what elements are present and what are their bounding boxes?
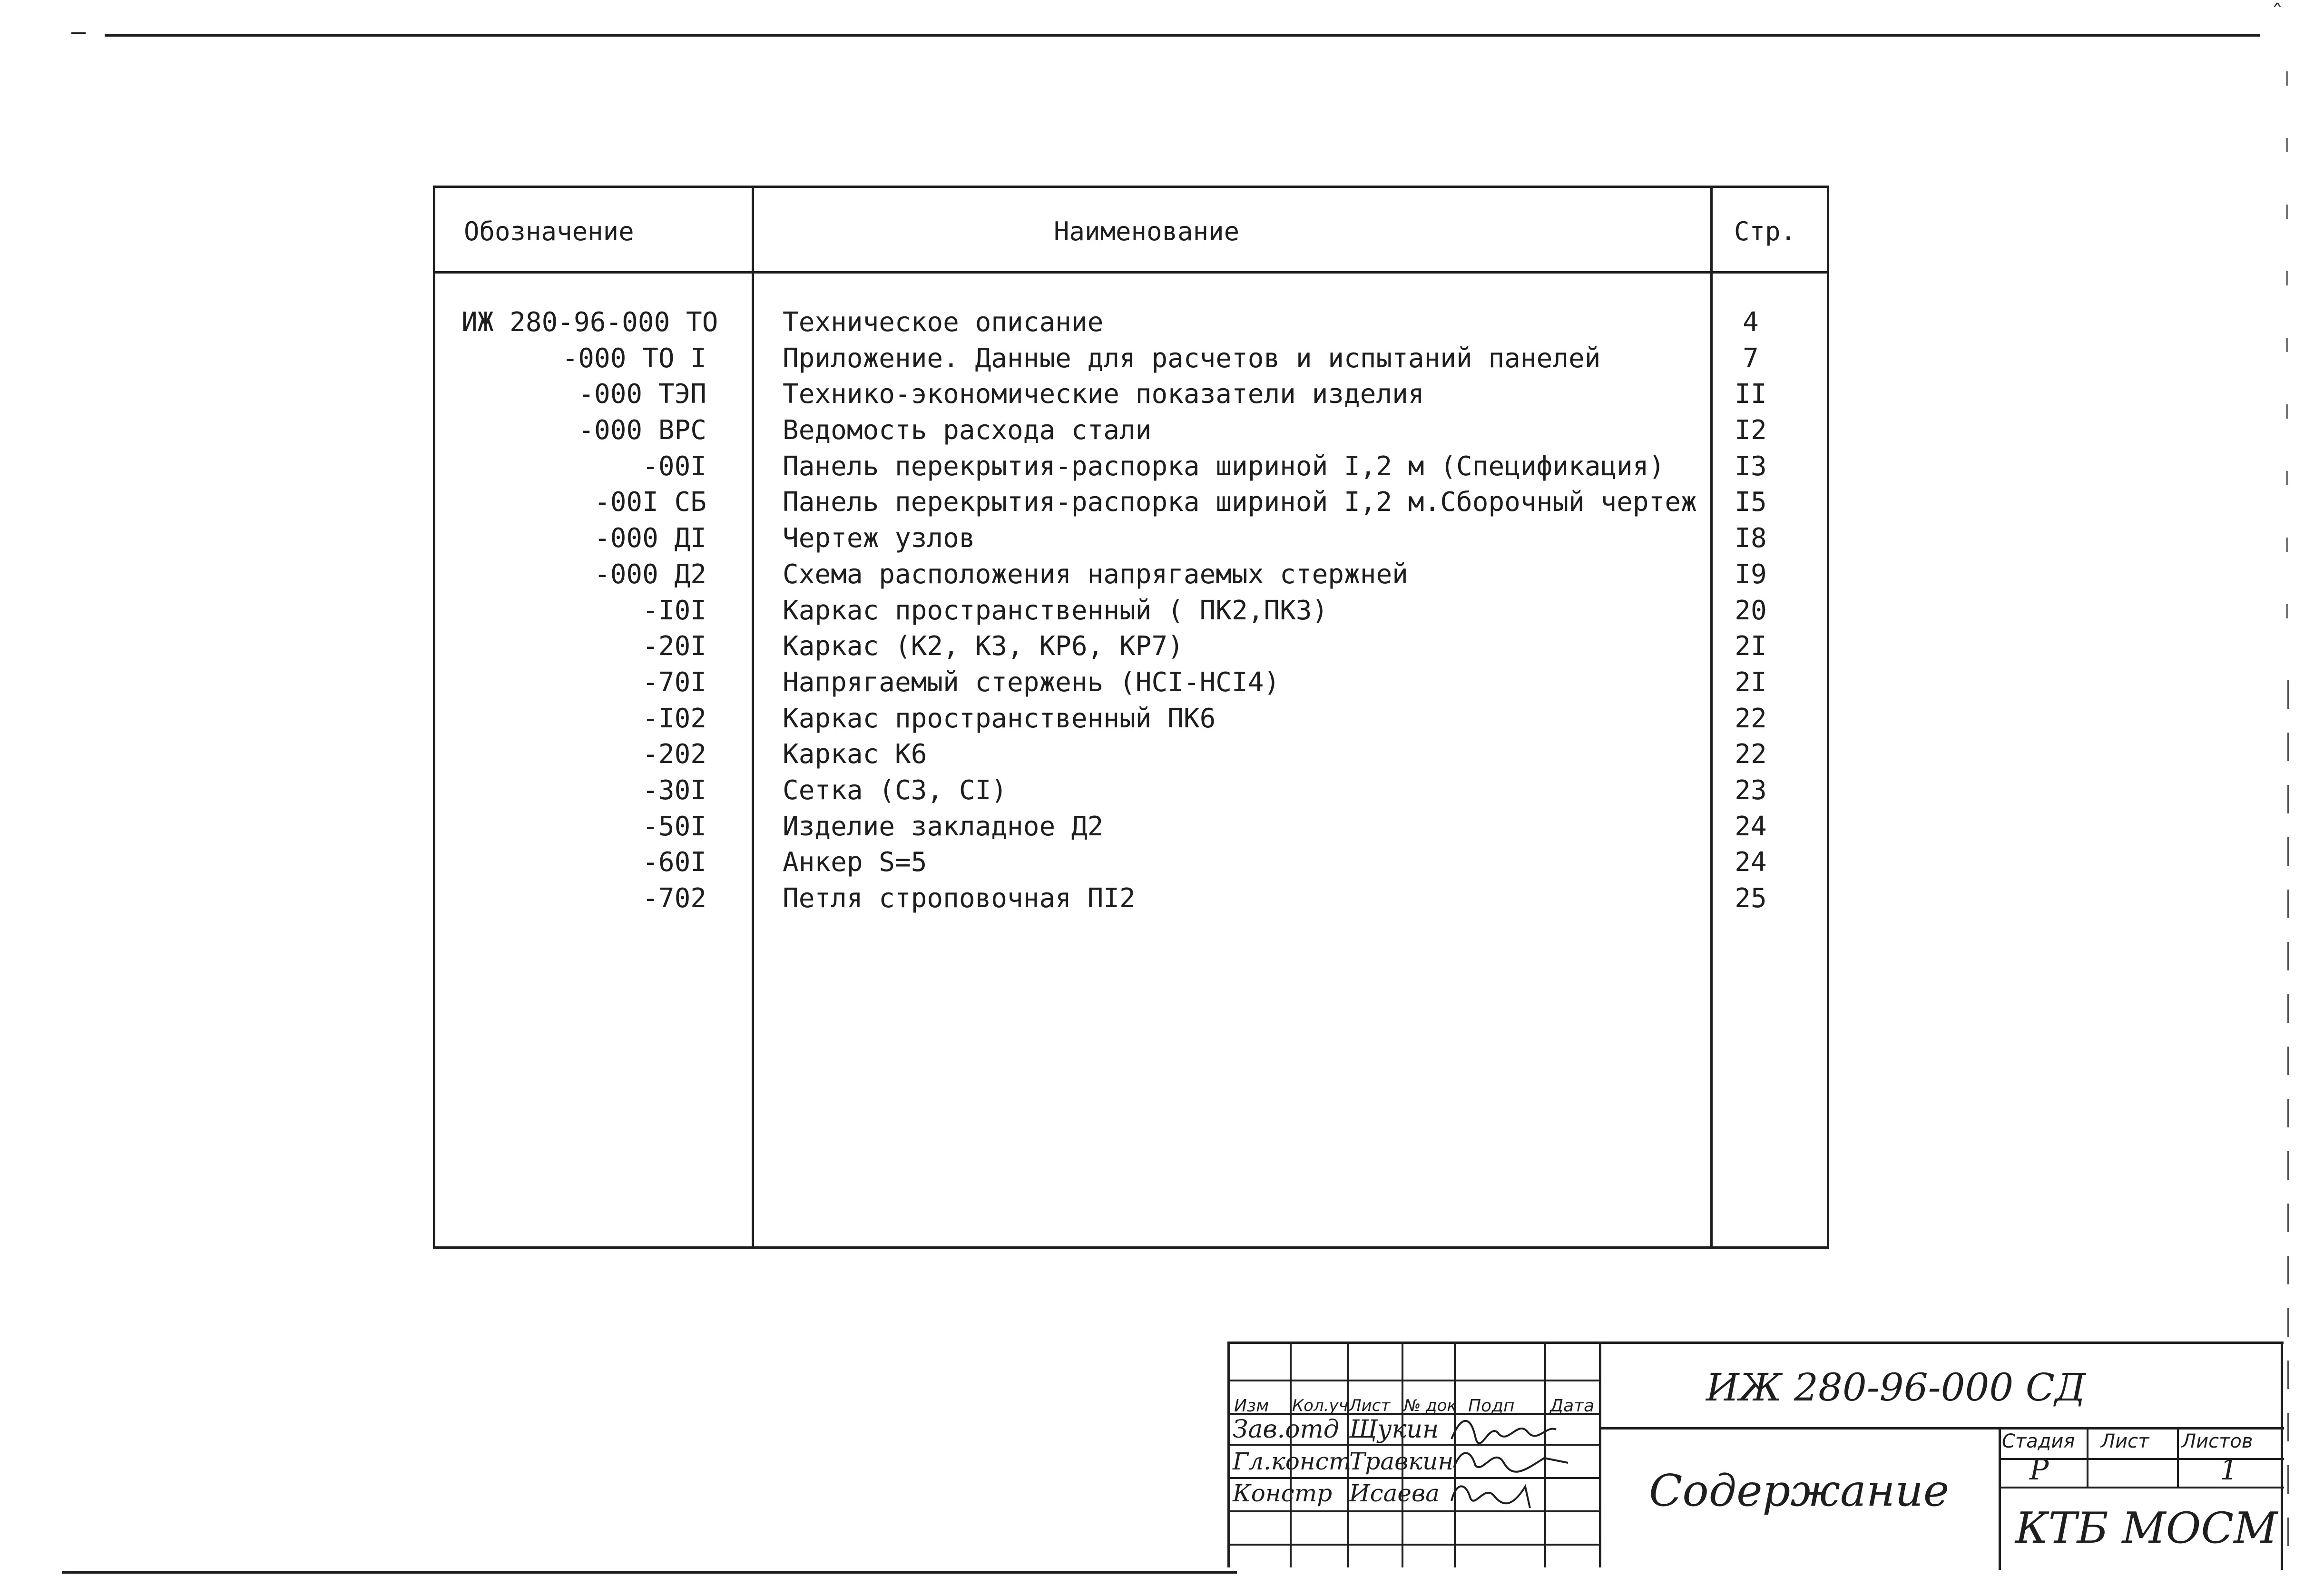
stamp-person-name: Травкин — [1349, 1448, 1454, 1475]
row-name: Напрягаемый стержень (НСI-НСI4) — [783, 666, 1280, 698]
stamp-organization: КТБ МОСМ — [2015, 1503, 2278, 1553]
row-page: 2I — [1735, 631, 1767, 662]
stamp-doc-code: ИЖ 280-96-000 СД — [1706, 1365, 2086, 1410]
row-code: -702 — [642, 883, 706, 914]
signature-isaeva — [1447, 1472, 1551, 1513]
row-page: II — [1735, 379, 1767, 410]
row-code: -60I — [642, 847, 706, 878]
stamp-label-podp: Подп — [1468, 1396, 1515, 1416]
row-page: 22 — [1735, 703, 1767, 734]
table-row — [435, 593, 1827, 629]
row-name: Сетка (С3, СI) — [783, 774, 1008, 806]
row-code: -00I СБ — [594, 487, 706, 518]
row-page: 20 — [1735, 595, 1767, 626]
table-row — [435, 520, 1827, 557]
table-row — [435, 304, 1827, 341]
row-name: Петля строповочная ПI2 — [783, 883, 1136, 914]
header-name: Наименование — [1054, 216, 1240, 246]
stamp-role: Зав.отд — [1233, 1415, 1339, 1444]
table-row — [435, 449, 1827, 485]
row-page: I5 — [1735, 487, 1767, 518]
row-code: -202 — [642, 739, 706, 770]
table-row — [435, 701, 1827, 737]
header-designation: Обозначение — [464, 216, 634, 246]
row-name: Приложение. Данные для расчетов и испытаний панелей — [783, 343, 1601, 374]
row-name: Каркас К6 — [783, 739, 927, 770]
table-row — [435, 773, 1827, 809]
table-row — [435, 484, 1827, 520]
stamp-role: Гл.конст — [1233, 1448, 1352, 1475]
stamp-label-data: Дата — [1550, 1396, 1595, 1416]
stamp-label-izm: Изм — [1234, 1396, 1269, 1416]
row-page: 24 — [1735, 847, 1767, 878]
table-row — [435, 844, 1827, 881]
table-row — [435, 665, 1827, 701]
row-code: -50I — [642, 811, 706, 842]
row-page: 25 — [1735, 883, 1767, 914]
row-name: Анкер S=5 — [783, 847, 927, 878]
stamp-role: Констр — [1233, 1479, 1333, 1507]
row-name: Чертеж узлов — [783, 523, 975, 554]
stamp-label-sheets: Листов — [2182, 1430, 2253, 1452]
row-code: -000 ТО I — [562, 343, 706, 374]
stamp-grid-line — [1230, 1380, 1599, 1381]
row-code: ИЖ 280-96-000 ТО — [461, 307, 718, 338]
stamp-stage-divider — [1999, 1427, 2001, 1570]
stamp-label-list: Лист — [1349, 1396, 1391, 1415]
row-code: -I0I — [642, 595, 706, 626]
row-code: -00I — [642, 450, 706, 482]
row-code: -70I — [642, 666, 706, 698]
top-left-tick — [71, 32, 86, 34]
stamp-grid-line — [1230, 1544, 1599, 1546]
corner-mark: ˆ — [2272, 0, 2283, 27]
contents-table — [433, 186, 1829, 1249]
stamp-person-name: Щукин — [1349, 1415, 1439, 1444]
table-row — [435, 376, 1827, 412]
row-page: I8 — [1735, 523, 1767, 554]
stamp-stage-value: Р — [2029, 1453, 2049, 1487]
row-name: Технико-экономические показатели изделия — [783, 379, 1424, 410]
row-page: 24 — [1735, 811, 1767, 842]
row-code: -000 Д2 — [594, 558, 706, 590]
top-border-line — [105, 34, 2260, 37]
row-code: -30I — [642, 774, 706, 806]
row-name: Ведомость расхода стали — [783, 415, 1152, 446]
table-row — [435, 628, 1827, 665]
row-name: Панель перекрытия-распорка шириной I,2 м (Спецификация) — [783, 450, 1665, 482]
header-page: Стр. — [1734, 216, 1796, 246]
row-name: Изделие закладное Д2 — [783, 811, 1104, 842]
table-row — [435, 736, 1827, 773]
right-edge-dashes — [2287, 680, 2289, 1565]
row-code: -20I — [642, 631, 706, 662]
stamp-stage-col-line — [2087, 1427, 2088, 1487]
row-code: -000 ДI — [594, 523, 706, 554]
row-name: Каркас пространственный ПК6 — [783, 703, 1216, 734]
row-name: Каркас (К2, К3, КР6, КР7) — [783, 631, 1184, 662]
row-page: 22 — [1735, 739, 1767, 770]
stamp-main-divider — [1599, 1344, 1601, 1567]
row-code: -000 ТЭП — [578, 379, 706, 410]
stamp-label-sheet: Лист — [2101, 1430, 2149, 1452]
row-name: Техническое описание — [783, 307, 1104, 338]
stamp-label-ndok: № док — [1404, 1396, 1457, 1415]
stamp-label-stage: Стадия — [2002, 1430, 2075, 1452]
stamp-sheets-value: 1 — [2220, 1453, 2238, 1487]
row-name: Каркас пространственный ( ПК2,ПК3) — [783, 595, 1328, 626]
header-divider — [435, 271, 1827, 274]
row-code: -000 ВРС — [578, 415, 706, 446]
row-page: 2I — [1735, 666, 1767, 698]
stamp-right-edge — [2281, 1344, 2283, 1570]
stamp-stage-col-line — [2177, 1427, 2179, 1487]
table-row — [435, 881, 1827, 917]
row-page: I9 — [1735, 558, 1767, 590]
stamp-title: Содержание — [1649, 1465, 1950, 1516]
table-row — [435, 557, 1827, 593]
stamp-stage-row-line — [1999, 1487, 2284, 1488]
table-row — [435, 809, 1827, 845]
row-name: Схема расположения напрягаемых стержней — [783, 558, 1408, 590]
row-page: 7 — [1743, 343, 1759, 374]
row-name: Панель перекрытия-распорка шириной I,2 м.Сборочный чертеж — [783, 487, 1697, 518]
row-page: I3 — [1735, 450, 1767, 482]
bottom-border-line — [62, 1571, 1237, 1574]
row-code: -I02 — [642, 703, 706, 734]
title-block — [1227, 1341, 2284, 1567]
row-page: I2 — [1735, 415, 1767, 446]
contents-rows — [435, 304, 1827, 917]
right-edge-mark — [2286, 71, 2288, 642]
stamp-label-koluch: Кол.уч — [1292, 1396, 1348, 1415]
stamp-person-name: Исаева — [1349, 1479, 1440, 1507]
stamp-title-divider — [1599, 1427, 2284, 1430]
table-row — [435, 341, 1827, 377]
row-page: 4 — [1743, 307, 1759, 338]
table-row — [435, 412, 1827, 449]
row-page: 23 — [1735, 774, 1767, 806]
